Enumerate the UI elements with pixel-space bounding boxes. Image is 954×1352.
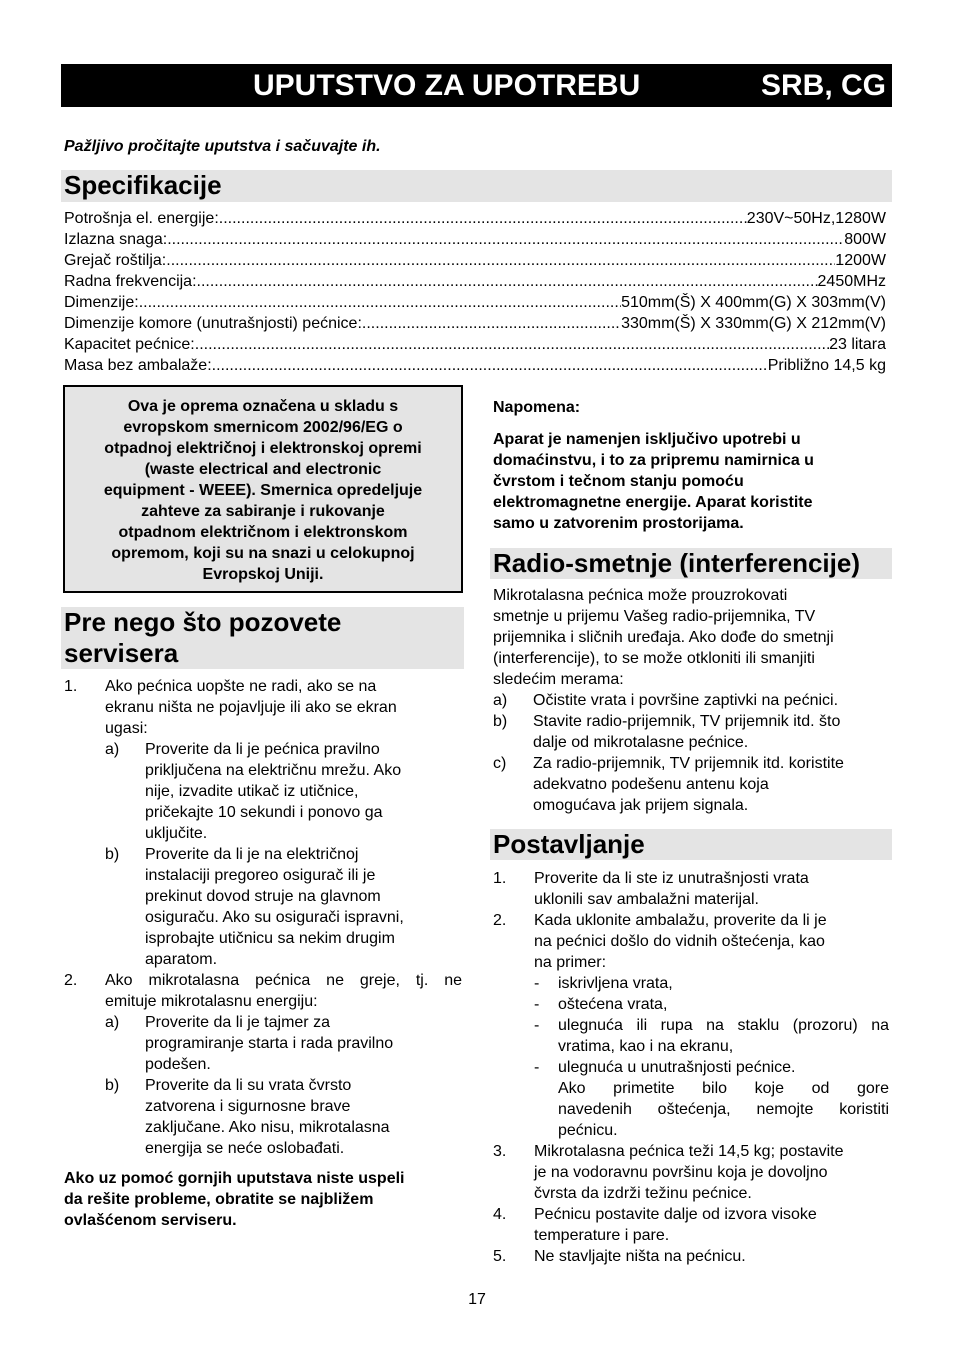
spec-value: 2450MHz (817, 273, 886, 290)
weee-notice-box (63, 385, 463, 593)
list-line: dalje od mikrotalasne pećnice. (533, 734, 749, 751)
list-line: je na vodoravnu površinu koja je dovoljno (534, 1164, 828, 1181)
list-marker: a) (105, 741, 120, 758)
list-line: Mikrotalasna pećnica teži 14,5 kg; postavite (534, 1143, 844, 1160)
page-title: UPUTSTVO ZA UPOTREBU (253, 69, 641, 102)
note-line: elektromagnetne energije. Aparat koristite (493, 494, 813, 511)
closing-line: da rešite probleme, obratite se najbližem (64, 1191, 374, 1208)
list-line: Kada uklonite ambalažu, proverite da li je (534, 912, 827, 929)
list-item (64, 970, 462, 1159)
weee-line: evropskom smernicom 2002/96/EG o (123, 419, 403, 436)
list-marker: b) (105, 1077, 120, 1094)
weee-line: (waste electrical and electronic (144, 461, 382, 478)
list-marker: 4. (493, 1206, 507, 1223)
note-line: domaćinstvu, i to za pripremu namirnica u (493, 452, 814, 469)
list-item (493, 753, 889, 816)
spec-value: 510mm(Š) X 400mm(G) X 303mm(V) (621, 294, 886, 311)
list-item (493, 1246, 889, 1267)
list-marker: b) (105, 846, 120, 863)
radio-line: (interferencije), to se može otkloniti ili smanjiti (493, 650, 815, 667)
list-line: Proverite da li su vrata čvrsto (145, 1077, 352, 1094)
list-line: iskrivljena vrata, (558, 975, 673, 992)
list-marker: 2. (64, 972, 78, 989)
note-line: čvrstom i tečnom stanju pomoću (493, 473, 744, 490)
install-heading: Postavljanje (490, 829, 892, 860)
spec-value: Približno 14,5 kg (767, 357, 886, 374)
sub-list-item (105, 844, 462, 970)
list-line: ekranu ništa ne pojavljuje ili ako se ekran (105, 699, 397, 716)
spec-row (64, 334, 886, 355)
weee-line: zahteve za sabiranje i rukovanje (141, 503, 385, 520)
radio-line: smetnje u prijemu Vašeg radio-prijemnika, TV (493, 608, 816, 625)
spec-value: 1200W (835, 252, 886, 269)
list-line: Pećnicu postavite dalje od izvora visoke (534, 1206, 817, 1223)
spec-value: 800W (844, 231, 886, 248)
spec-row (64, 250, 886, 271)
service-closing (64, 1168, 462, 1231)
spec-label: Masa bez ambalaže: (64, 357, 212, 374)
spec-label: Dimenzije: (64, 294, 139, 311)
list-marker: - (534, 1017, 540, 1034)
spec-heading: Specifikacije (61, 170, 892, 202)
list-line: Ako primetite bilo koje od gore (558, 1080, 889, 1097)
spec-value: 230V~50Hz,1280W (746, 210, 886, 227)
list-marker: b) (493, 713, 508, 730)
list-line: omogućava jak prijem signala. (533, 797, 749, 814)
list-line: Očistite vrata i površine zaptivki na pećnici. (533, 692, 839, 709)
list-line: priključena na električnu mrežu. Ako (145, 762, 402, 779)
list-marker: a) (493, 692, 508, 709)
list-marker: 1. (64, 678, 78, 695)
list-marker: - (534, 975, 540, 992)
list-item (493, 910, 889, 1141)
radio-heading: Radio-smetnje (interferencije) (490, 548, 892, 579)
spec-label: Grejač roštilja: (64, 252, 167, 269)
list-line: emituje mikrotalasnu energiju: (105, 993, 318, 1010)
spec-row (64, 229, 886, 250)
list-line: programiranje starta i rada pravilno (145, 1035, 394, 1052)
service-heading-line: servisera (64, 638, 179, 668)
list-line: pećnicu. (558, 1122, 618, 1139)
list-line: ugasi: (105, 720, 148, 737)
list-line: podešen. (145, 1056, 211, 1073)
weee-line: Evropskoj Uniji. (202, 566, 324, 583)
dash-item (534, 1057, 889, 1141)
list-item (493, 690, 889, 711)
spec-value: 23 litara (829, 336, 886, 353)
service-list (64, 676, 462, 1159)
radio-body (493, 585, 889, 816)
list-line: aparatom. (145, 951, 218, 968)
list-line: vratima, kao i na ekranu, (558, 1038, 734, 1055)
service-heading-line: Pre nego što pozovete (64, 607, 342, 637)
radio-line: prijemnika i sličnih uređaja. Ako dođe do smetnji (493, 629, 834, 646)
list-marker: c) (493, 755, 507, 772)
list-line: temperature i pare. (534, 1227, 670, 1244)
spec-row (64, 208, 886, 229)
list-line: na pećnici došlo do vidnih oštećenja, kao (534, 933, 825, 950)
spec-label: Dimenzije komore (unutrašnjosti) pećnice: (64, 315, 362, 332)
list-line: zaključane. Ako nisu, mikrotalasna (145, 1119, 390, 1136)
note-line: Aparat je namenjen isključivo upotrebi u (493, 431, 801, 448)
header-bar (61, 64, 892, 107)
spec-label: Potrošnja el. energije: (64, 210, 219, 227)
list-item (493, 711, 889, 753)
spec-row (64, 292, 886, 313)
list-line: Stavite radio-prijemnik, TV prijemnik itd. što (533, 713, 841, 730)
list-line: uključite. (145, 825, 208, 842)
list-marker: 2. (493, 912, 507, 929)
list-line: ulegnuća ili rupa na staklu (prozoru) na (558, 1017, 889, 1034)
list-line: Za radio-prijemnik, TV prijemnik itd. koristite (533, 755, 844, 772)
list-line: nije, izvadite utikač iz utičnice, (145, 783, 359, 800)
list-marker: - (534, 996, 540, 1013)
list-line: Ako pećnica uopšte ne radi, ako se na (105, 678, 377, 695)
weee-line: Ova je oprema označena u skladu s (127, 398, 399, 415)
list-line: osiguraču. Ako su osigurači ispravni, (145, 909, 404, 926)
weee-line: opremom, koji su na snazi u celokupnoj (111, 545, 415, 562)
spec-label: Radna frekvencija: (64, 273, 197, 290)
list-line: Proverite da li je pećnica pravilno (145, 741, 380, 758)
list-line: Proverite da li ste iz unutrašnjosti vrata (534, 870, 809, 887)
service-heading (61, 607, 464, 669)
list-marker: 5. (493, 1248, 507, 1265)
install-list (493, 868, 889, 1267)
spec-row (64, 313, 886, 334)
radio-line: Mikrotalasna pećnica može prouzrokovati (493, 587, 788, 604)
radio-line: sledećim merama: (493, 671, 624, 688)
list-line: pričekajte 10 sekundi i ponovo ga (145, 804, 383, 821)
weee-line: otpadnoj električnoj i elektronskoj opremi (104, 440, 422, 457)
list-line: isprobajte utičnicu sa nekim drugim (145, 930, 395, 947)
list-line: zatvorena i sigurnosne brave (145, 1098, 351, 1115)
spec-label: Izlazna snaga: (64, 231, 168, 248)
list-line: oštećena vrata, (558, 996, 668, 1013)
region-label: SRB, CG (760, 69, 886, 102)
list-item (493, 1141, 889, 1204)
dash-item (534, 973, 889, 994)
spec-row (64, 271, 886, 292)
list-line: Proverite da li je na električnoj (145, 846, 359, 863)
sub-list-item (105, 1012, 462, 1075)
list-line: instalaciji pregoreo osigurač ili je (145, 867, 376, 884)
page-number: 17 (468, 1291, 486, 1308)
list-marker: a) (105, 1014, 120, 1031)
list-line: čvrsta da izdrži težinu pećnice. (534, 1185, 752, 1202)
list-line: energija se neće oslobađati. (145, 1140, 345, 1157)
note-title: Napomena: (493, 399, 581, 416)
list-line: uklonili sav ambalažni materijal. (534, 891, 759, 908)
spec-value: 330mm(Š) X 330mm(G) X 212mm(V) (621, 315, 886, 332)
list-marker: 1. (493, 870, 507, 887)
closing-line: ovlašćenom serviseru. (64, 1212, 237, 1229)
spec-list (64, 208, 886, 376)
list-marker: 3. (493, 1143, 507, 1160)
list-line: Ne stavljajte ništa na pećnicu. (534, 1248, 746, 1265)
note-body (493, 429, 889, 534)
list-line: na primer: (534, 954, 607, 971)
list-item (64, 676, 462, 970)
spec-row (64, 355, 886, 376)
dash-item (534, 1015, 889, 1057)
intro-text: Pažljivo pročitajte uputstva i sačuvajte ih. (64, 138, 381, 155)
closing-line: Ako uz pomoć gornjih uputstava niste uspeli (64, 1170, 405, 1187)
spec-label: Kapacitet pećnice: (64, 336, 195, 353)
list-item (493, 1204, 889, 1246)
list-line: Ako mikrotalasna pećnica ne greje, tj. ne (105, 972, 462, 989)
weee-line: otpadnom električnom i elektronskom (118, 524, 408, 541)
list-line: Proverite da li je tajmer za (145, 1014, 330, 1031)
list-line: adekvatno podešenu antenu koja (533, 776, 769, 793)
sub-list-item (105, 739, 462, 844)
list-line: navedenih oštećenja, nemojte koristiti (558, 1101, 889, 1118)
note-line: samo u zatvorenim prostorijama. (493, 515, 744, 532)
list-marker: - (534, 1059, 540, 1076)
list-item (493, 868, 889, 910)
sub-list-item (105, 1075, 462, 1159)
dash-item (534, 994, 889, 1015)
weee-line: equipment - WEEE). Smernica opredeljuje (103, 482, 423, 499)
list-line: ulegnuća u unutrašnjosti pećnice. (558, 1059, 796, 1076)
list-line: prekinut dovod struje na glavnom (145, 888, 381, 905)
